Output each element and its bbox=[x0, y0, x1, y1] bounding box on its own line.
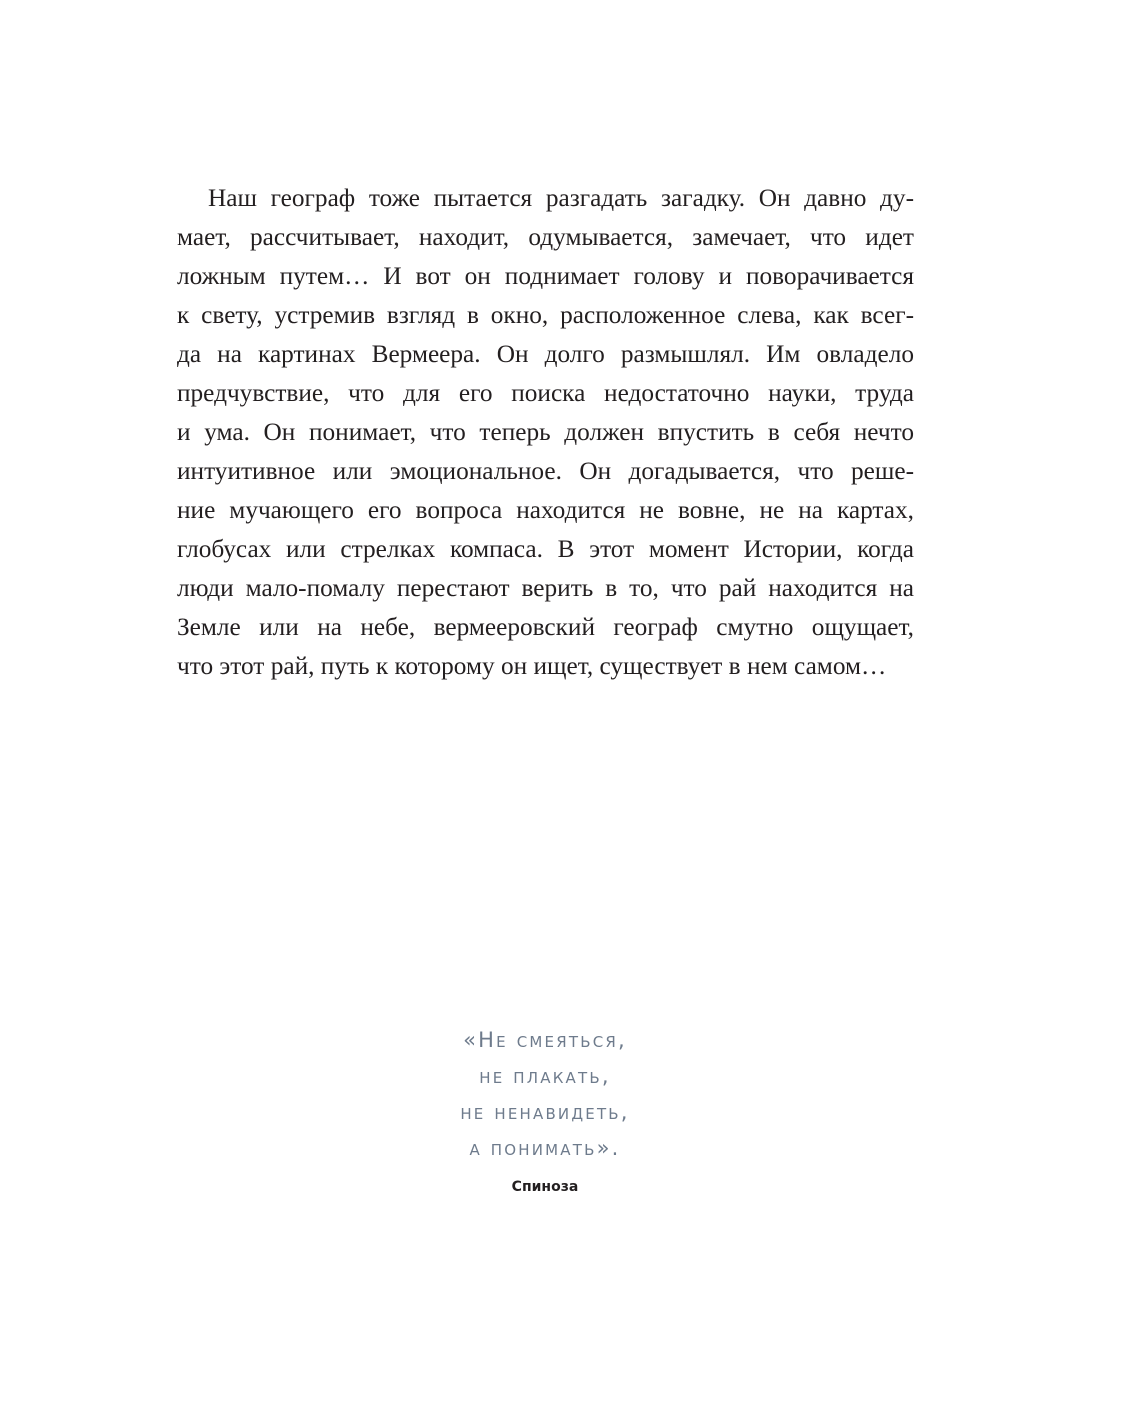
quote-line bbox=[350, 1022, 740, 1058]
quote-line: не плакать, bbox=[479, 1064, 611, 1088]
paragraph-line: ложным путем… И вот он поднимает голову и поворачивается bbox=[177, 262, 914, 290]
paragraph-line: что этот рай, путь к которому он ищет, существует в нем самом… bbox=[177, 652, 887, 680]
body-paragraph bbox=[177, 179, 914, 686]
quote-line: не ненавидеть, bbox=[460, 1100, 630, 1124]
paragraph-line: Наш географ тоже пытается разгадать загадку. Он давно ду- bbox=[208, 184, 914, 212]
quote-line: а понимать». bbox=[469, 1136, 621, 1160]
quote-author: Спиноза bbox=[511, 1179, 579, 1195]
quote-line-1-rest: е смеяться, bbox=[496, 1028, 627, 1052]
paragraph-line: интуитивное или эмоциональное. Он догадывается, что реше- bbox=[177, 457, 914, 485]
paragraph-line: глобусах или стрелках компаса. В этот момент Истории, когда bbox=[177, 535, 914, 563]
paragraph-line: да на картинах Вермеера. Он долго размышлял. Им овладело bbox=[177, 340, 914, 368]
paragraph-line: к свету, устремив взгляд в окно, расположенное слева, как всег- bbox=[177, 301, 914, 329]
paragraph-line: люди мало-помалу перестают верить в то, что рай находится на bbox=[177, 574, 914, 602]
paragraph-line: Земле или на небе, вермееровский географ смутно ощущает, bbox=[177, 613, 914, 641]
paragraph-line: предчувствие, что для его поиска недостаточно науки, труда bbox=[177, 379, 914, 407]
epigraph-quote bbox=[350, 1022, 740, 1166]
paragraph-line: мает, рассчитывает, находит, одумывается, замечает, что идет bbox=[177, 223, 914, 251]
paragraph-line: и ума. Он понимает, что теперь должен впустить в себя нечто bbox=[177, 418, 914, 446]
quote-opening: «Н bbox=[463, 1028, 497, 1052]
paragraph-line: ние мучающего его вопроса находится не вовне, не на картах, bbox=[177, 496, 914, 524]
